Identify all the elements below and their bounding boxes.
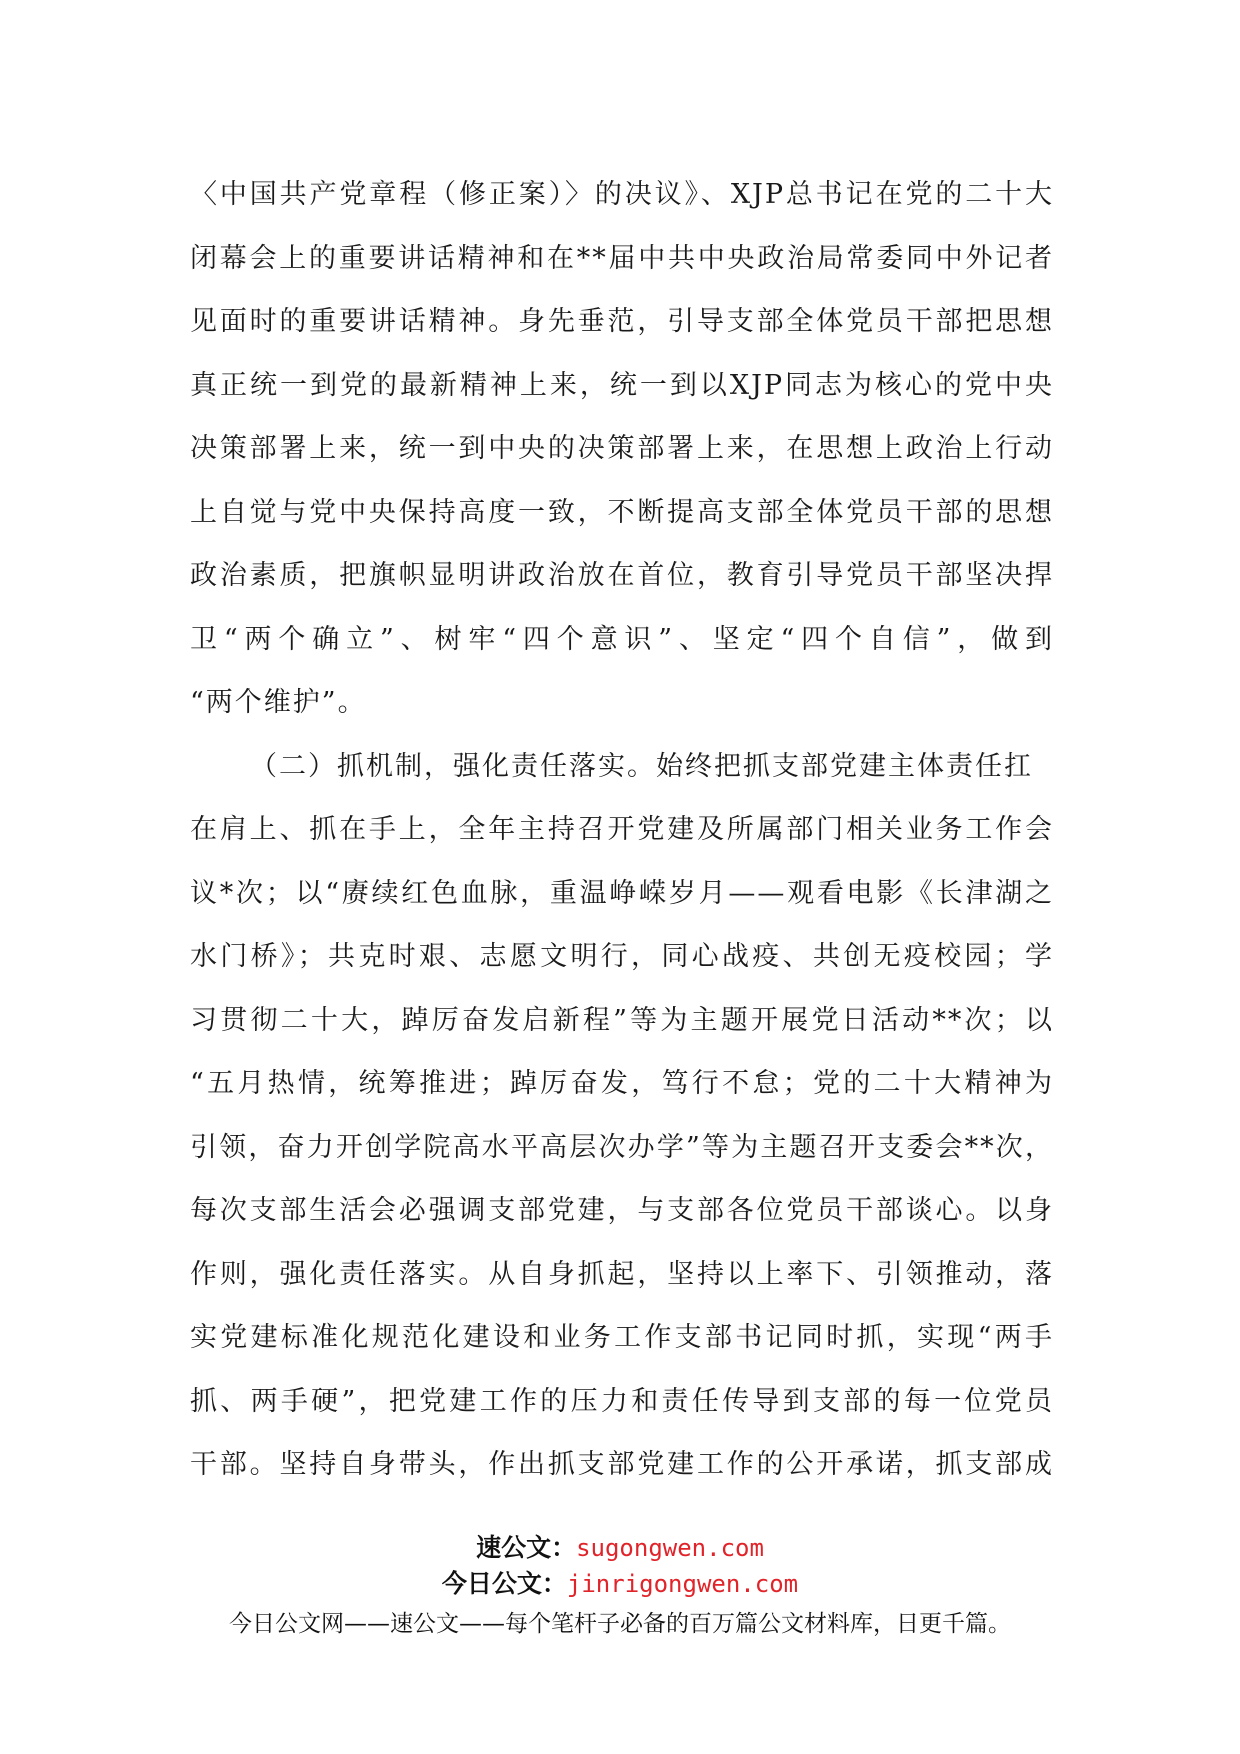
footer-slogan: 今日公文网——速公文——每个笔杆子必备的百万篇公文材料库，日更千篇。: [229, 1611, 1011, 1637]
text-line: 实党建标准化规范化建设和业务工作支部书记同时抓，实现“两手: [190, 1322, 1054, 1353]
text-line: （二）抓机制，强化责任落实。始终把抓支部党建主体责任扛: [250, 750, 1033, 782]
text-line: 政治素质，把旗帜显明讲政治放在首位，教育引导党员干部坚决捍: [190, 560, 1054, 591]
text-line: 干部。坚持自身带头，作出抓支部党建工作的公开承诺，抓支部成: [190, 1449, 1054, 1480]
document-body: [190, 163, 1054, 1497]
footer-jinri-label: 今日公文：: [441, 1569, 567, 1598]
text-line: 作则，强化责任落实。从自身抓起，坚持以上率下、引领推动，落: [190, 1258, 1054, 1290]
text-line: “五月热情，统筹推进；踔厉奋发，笃行不怠；党的二十大精神为: [190, 1068, 1054, 1099]
text-line: 议*次；以“赓续红色血脉，重温峥嵘岁月——观看电影《长津湖之: [190, 877, 1054, 909]
footer-jinri-link[interactable]: jinrigongwen.com: [566, 1570, 799, 1598]
text-line: 引领，奋力开创学院高水平高层次办学”等为主题召开支委会**次，: [190, 1131, 1054, 1163]
text-line: 见面时的重要讲话精神。身先垂范，引导支部全体党员干部把思想: [190, 306, 1054, 337]
text-line: 水门桥》；共克时艰、志愿文明行，同心战疫、共创无疫校园；学: [190, 941, 1054, 972]
text-line: 习贯彻二十大，踔厉奋发启新程”等为主题开展党日活动**次；以: [190, 1004, 1054, 1036]
footer-jinri-line: [0, 1566, 1240, 1602]
text-line: 在肩上、抓在手上，全年主持召开党建及所属部门相关业务工作会: [190, 814, 1054, 845]
page-footer: [0, 1530, 1240, 1642]
footer-sugongwen-link[interactable]: sugongwen.com: [576, 1534, 764, 1562]
text-line: 〈中国共产党章程（修正案）〉的决议》、XJP总书记在党的二十大: [190, 179, 1054, 210]
footer-sugongwen-label: 速公文：: [476, 1533, 577, 1562]
text-line: “两个维护”。: [190, 687, 367, 718]
text-line: 闭幕会上的重要讲话精神和在**届中共中央政治局常委同中外记者: [190, 242, 1054, 274]
text-line: 真正统一到党的最新精神上来，统一到以XJP同志为核心的党中央: [190, 369, 1054, 401]
text-line: 抓、两手硬”，把党建工作的压力和责任传导到支部的每一位党员: [190, 1385, 1054, 1417]
footer-sugongwen-line: [0, 1530, 1240, 1566]
text-line: 每次支部生活会必强调支部党建，与支部各位党员干部谈心。以身: [190, 1195, 1054, 1226]
text-line: 卫“两个确立”、树牢“四个意识”、坚定“四个自信”，做到: [190, 623, 1054, 655]
text-line: 上自觉与党中央保持高度一致，不断提高支部全体党员干部的思想: [190, 496, 1054, 528]
text-line: 决策部署上来，统一到中央的决策部署上来，在思想上政治上行动: [190, 433, 1054, 464]
